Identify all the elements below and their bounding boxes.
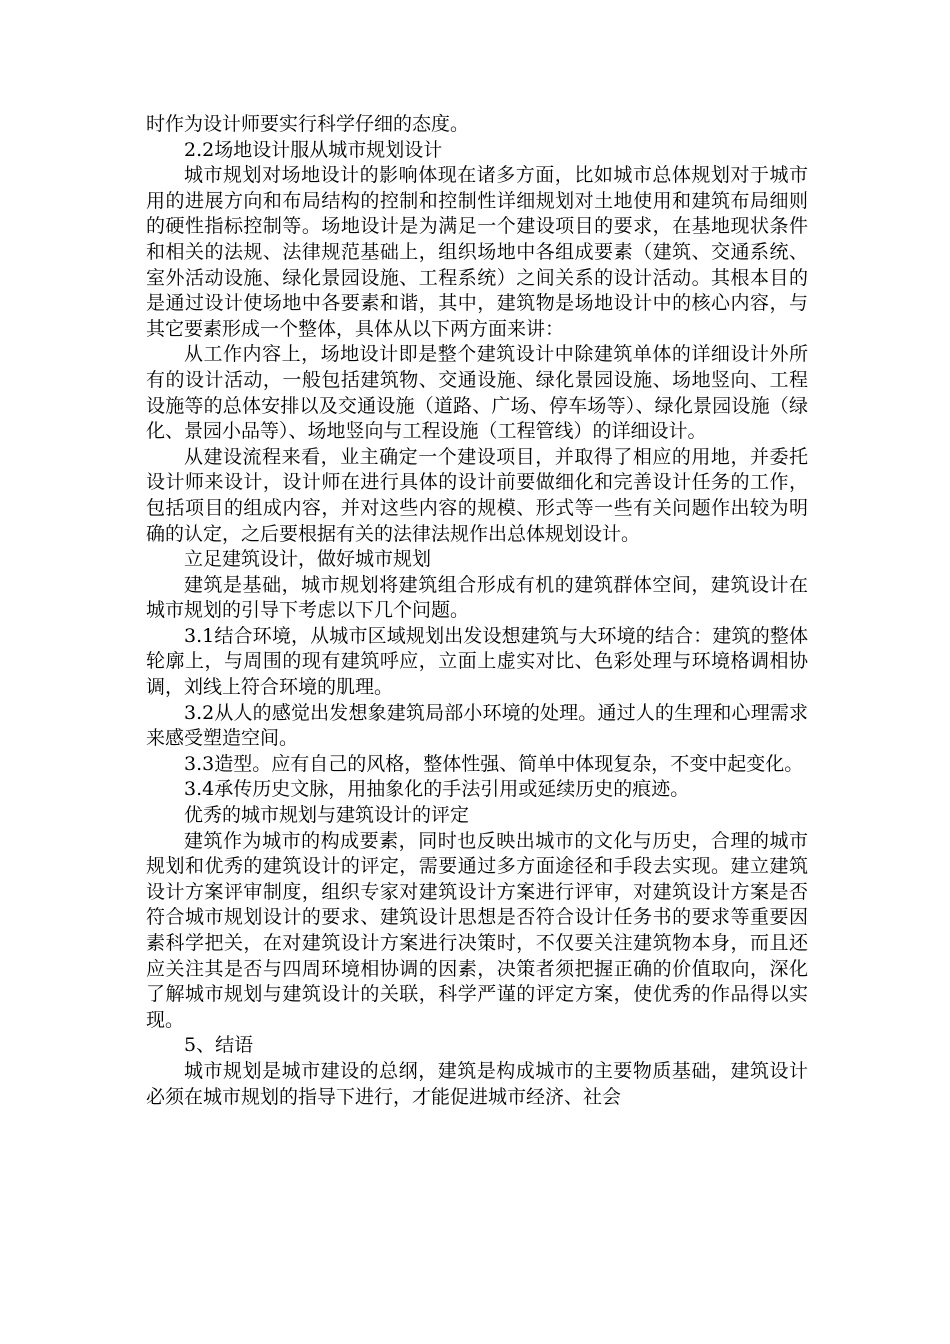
- paragraph-architecture-basis: 建筑是基础，城市规划将建筑组合形成有机的建筑群体空间，建筑设计在城市规划的引导下考虑以下几个问题。: [146, 573, 808, 622]
- paragraph-conclusion: 城市规划是城市建设的总纲，建筑是构成城市的主要物质基础，建筑设计必须在城市规划的指导下进行，才能促进城市经济、社会: [146, 1059, 808, 1108]
- heading-conclusion: 5、结语: [184, 1034, 254, 1057]
- document-page: [146, 112, 808, 1110]
- heading-section-3: 立足建筑设计，做好城市规划: [184, 548, 432, 571]
- heading-2-2: 2.2场地设计服从城市规划设计: [184, 138, 443, 161]
- item-3-2: 3.2从人的感觉出发想象建筑局部小环境的处理。通过人的生理和心理需求来感受塑造空间。: [146, 701, 808, 750]
- paragraph-construction-process: 从建设流程来看，业主确定一个建设项目，并取得了相应的用地，并委托设计师来设计，设计师在进行具体的设计前要做细化和完善设计任务的工作，包括项目的组成内容，并对这些内容的规模、形式等一些有关问题作出较为明确的认定，之后要根据有关的法律法规作出总体规划设计。: [146, 445, 808, 545]
- heading-section-4: 优秀的城市规划与建筑设计的评定: [184, 804, 470, 827]
- item-3-4: 3.4承传历史文脉，用抽象化的手法引用或延续历史的痕迹。: [184, 778, 690, 801]
- paragraph-intro-tail: 时作为设计师要实行科学仔细的态度。: [146, 113, 470, 135]
- paragraph-urban-planning-influence: 城市规划对场地设计的影响体现在诸多方面，比如城市总体规划对于城市用的进展方向和布局结构的控制和控制性详细规划对土地使用和建筑布局细则的硬性指标控制等。场地设计是为满足一个建设项目的要求，在基地现状条件和相关的法规、法律规范基础上，组织场地中各组成要素（建筑、交通系统、室外活动设施、绿化景园设施、工程系统）之间关系的设计活动。其根本目的是通过设计使场地中各要素和谐，其中，建筑物是场地设计中的核心内容，与其它要素形成一个整体，具体从以下两方面来讲：: [146, 164, 808, 340]
- item-3-3: 3.3造型。应有自己的风格，整体性强、简单中体现复杂，不变中起变化。: [184, 752, 804, 775]
- item-3-1: 3.1结合环境，从城市区域规划出发设想建筑与大环境的结合：建筑的整体轮廓上，与周围的现有建筑呼应，立面上虚实对比、色彩处理与环境格调相协调，刘线上符合环境的肌理。: [146, 624, 808, 699]
- paragraph-work-content: 从工作内容上，场地设计即是整个建筑设计中除建筑单体的详细设计外所有的设计活动，一般包括建筑物、交通设施、绿化景园设施、场地竖向、工程设施等的总体安排以及交通设施（道路、广场、停车场等）、绿化景园设施（绿化、景园小品等）、场地竖向与工程设施（工程管线）的详细设计。: [146, 343, 808, 443]
- paragraph-evaluation: 建筑作为城市的构成要素，同时也反映出城市的文化与历史，合理的城市规划和优秀的建筑设计的评定，需要通过多方面途径和手段去实现。建立建筑设计方案评审制度，组织专家对建筑设计方案进行评审，对建筑设计方案是否符合城市规划设计的要求、建筑设计思想是否符合设计任务书的要求等重要因素科学把关，在对建筑设计方案进行决策时，不仅要关注建筑物本身，而且还应关注其是否与四周环境相协调的因素，决策者须把握正确的价值取向，深化了解城市规划与建筑设计的关联，科学严谨的评定方案，使优秀的作品得以实现。: [146, 829, 808, 1031]
